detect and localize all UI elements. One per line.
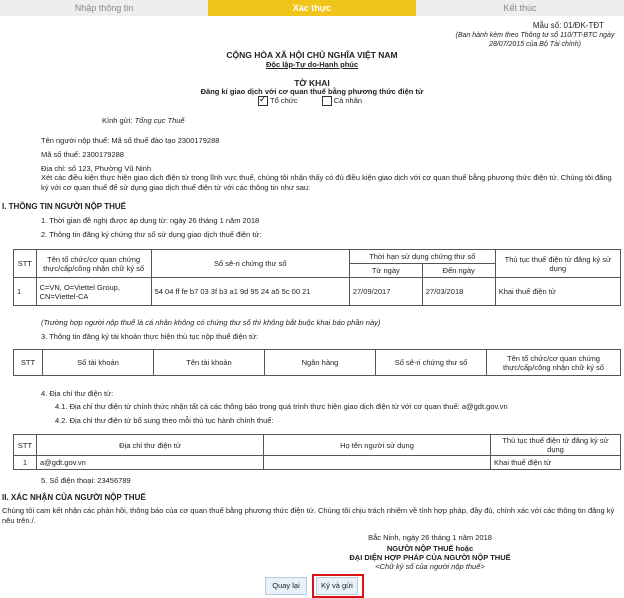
th-user: Họ tên người sử dụng [264,435,491,456]
recipient-line [102,116,185,125]
doc-subtitle: Đăng kí giao dịch với cơ quan thuế bằng phương thức điện tử [200,87,424,96]
th-email: Địa chỉ thư điện tử [37,435,264,456]
step-verify: Xác thực [208,0,416,16]
recipient-label: Kính gửi: [102,116,133,125]
table-row [14,456,621,470]
cell-to: 27/03/2018 [422,278,495,306]
th-period: Thời hạn sử dụng chứng thư số [349,250,495,264]
step-finish: Kết thúc [416,0,624,16]
th-procedure: Thủ tục thuế điện tử đăng ký sử dụng [495,250,620,278]
item-3: 3. Thông tin đăng ký tài khoản thực hiện thủ tục nộp thuế điện tử: [41,332,259,341]
cell-procedure: Khai thuế điện tử [495,278,620,306]
taxpayer-name: Tên người nộp thuế: Mã số thuế đào tạo 2300179288 [41,136,220,145]
item-5: 5. Số điện thoại: 23456789 [41,476,131,485]
item-4: 4. Địa chỉ thư điện tử: [41,389,114,398]
note-case: (Trường hợp người nộp thuế là cá nhân không có chứng thư số thì không bắt buộc khai báo phần này) [41,318,381,327]
th-cert-org: Tên tổ chức/cơ quan chứng thực/cấp/công nhận chữ ký số [36,250,151,278]
th-procedure: Thủ tục thuế điện tử đăng ký sử dụng [491,435,621,456]
th-from: Từ ngày [349,264,422,278]
form-code-block [440,21,604,30]
cell-procedure: Khai thuế điện tử [491,456,621,470]
section-2-title: II. XÁC NHẬN CỦA NGƯỜI NỘP THUẾ [2,493,146,502]
address: Địa chỉ: số 123, Phường Vũ Ninh [41,164,151,173]
intro-text: Xét các điều kiện thực hiện giao dịch điện tử trong lĩnh vực thuế, chúng tôi nhận thấy có đủ điều kiện giao dịch với cơ quan thuế bằng phương thức điện tử. Chúng tôi đăng ký với cơ quan thuế để sử dụng giao dịch thuế điện tử với các thông tin như sau: [41,173,612,192]
th-bank: Ngân hàng [265,350,376,376]
item-2: 2. Thông tin đăng ký chứng thư số sử dụng giao dịch thuế điện tử: [41,230,262,239]
nation-title: CỘNG HÒA XÃ HỘI CHỦ NGHĨA VIỆT NAM [226,50,398,60]
section-1-title: I. THÔNG TIN NGƯỜI NỘP THUẾ [2,202,126,211]
item-1: 1. Thời gian đề nghị được áp dụng từ: ngày 26 tháng 1 năm 2018 [41,216,260,225]
wizard-steps [0,0,624,16]
sign-role-2: ĐẠI DIỆN HỢP PHÁP CỦA NGƯỜI NỘP THUẾ [349,553,511,562]
email-table [13,434,621,470]
recipient-value: Tổng cục Thuế [134,116,185,125]
item-4-2: 4.2. Địa chỉ thư điện tử bổ sung theo mỗi thủ tục hành chính thuế: [55,416,274,425]
sign-date: Bắc Ninh, ngày 26 tháng 1 năm 2018 [368,533,492,542]
th-cert-org: Tên tổ chức/cơ quan chứng thực/cấp/công nhận chữ ký số [487,350,621,376]
bank-account-table [13,349,621,376]
sign-note: <Chữ ký số của người nộp thuế> [375,562,485,571]
th-account-name: Tên tài khoản [154,350,265,376]
person-checkbox[interactable] [322,96,332,106]
cell-stt: 1 [14,278,37,306]
th-serial: Số sê-ri chứng thư số [151,250,349,278]
form-code: Mẫu số: 01/ĐK-TĐT [532,21,604,30]
cell-serial: 54 04 ff fe b7 03 3f b3 a1 9d 95 24 a5 5c 00 21 [151,278,349,306]
cell-stt: 1 [14,456,37,470]
commitment-text: Chúng tôi cam kết nhận các phản hồi, thông báo của cơ quan thuế bằng phương thức điện tử. Chúng tôi chịu trách nhiệm về tính hợp pháp, đầy đủ, chính xác với các thông tin đăng ký nêu trên./. [2,506,615,525]
org-label: Tổ chức [270,96,298,105]
taxpayer-type [258,96,362,106]
org-checkbox[interactable] [258,96,268,106]
signature-block [300,533,560,571]
table-row [14,278,621,306]
cell-cert-org: C=VN, O=Viettel Group, CN=Viettel-CA [36,278,151,306]
tax-id: Mã số thuế: 2300179288 [41,150,124,159]
sign-and-send-button[interactable]: Ký và gửi [316,577,358,595]
form-note: (Ban hành kèm theo Thông tư số 110/TT-BTC ngày 28/07/2015 của Bộ Tài chính) [455,32,615,48]
th-stt: STT [14,250,37,278]
motto: Độc lập-Tự do-Hạnh phúc [265,60,359,69]
th-stt: STT [14,350,43,376]
th-to: Đến ngày [422,264,495,278]
cell-from: 27/09/2017 [349,278,422,306]
sign-role-1: NGƯỜI NỘP THUẾ hoặc [386,544,474,553]
th-serial: Số sê-ri chứng thư số [376,350,487,376]
certificate-table [13,249,621,306]
th-stt: STT [14,435,37,456]
th-account: Số tài khoản [43,350,154,376]
doc-title: TỜ KHAI [294,78,330,88]
item-4-1: 4.1. Địa chỉ thư điện tử chính thức nhận tất cả các thông báo trong quá trình thực hiện giao dịch điện tử với cơ quan thuế: a@gdt.gov.vn [55,402,508,411]
person-label: Cá nhân [333,96,363,105]
cell-user [264,456,491,470]
back-button[interactable]: Quay lại [265,577,307,595]
step-input: Nhập thông tin [0,0,208,16]
cell-email: a@gdt.gov.vn [37,456,264,470]
